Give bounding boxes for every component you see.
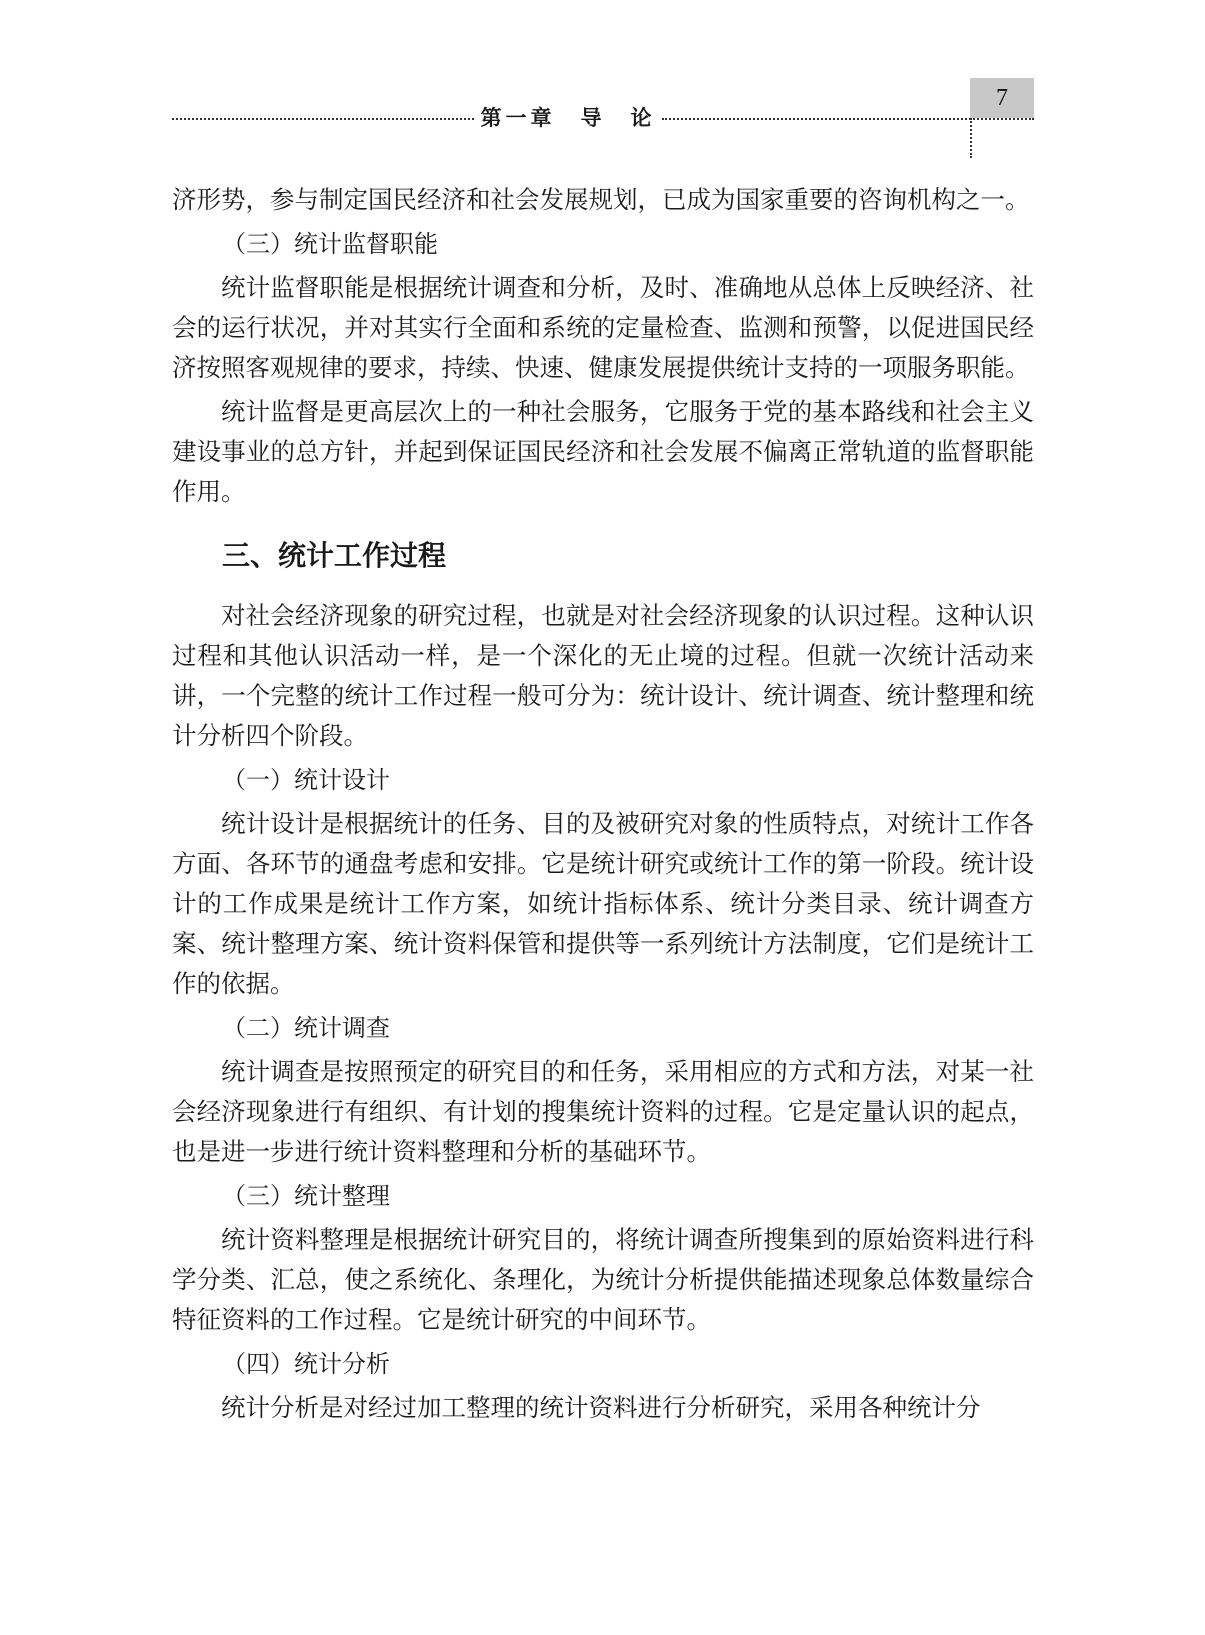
- chapter-title: 第一章 导 论: [480, 106, 656, 130]
- paragraph-supervision-definition: 统计监督职能是根据统计调查和分析，及时、准确地从总体上反映经济、社会的运行状况，并对其实行全面和系统的定量检查、监测和预警，以促进国民经济按照客观规律的要求，持续、快速、健康发展提供统计支持的一项服务职能。: [172, 273, 1034, 382]
- section-heading-work-process: 三、统计工作过程: [222, 539, 447, 572]
- subheading-statistical-survey: （二）统计调查: [222, 1014, 390, 1042]
- page-number: 7: [970, 78, 1034, 118]
- paragraph-statistical-design: 统计设计是根据统计的任务、目的及被研究对象的性质特点，对统计工作各方面、各环节的通盘考虑和安排。它是统计研究或统计工作的第一阶段。统计设计的工作成果是统计工作方案，如统计指标体系、统计分类目录、统计调查方案、统计整理方案、统计资料保管和提供等一系列统计方法制度，它们是统计工作的依据。: [172, 809, 1034, 998]
- subheading-statistical-design: （一）统计设计: [222, 766, 390, 794]
- subheading-statistical-supervision: （三）统计监督职能: [222, 230, 438, 258]
- page-body: [172, 180, 1034, 1432]
- header-rule-right: [662, 118, 1034, 120]
- subheading-statistical-analysis: （四）统计分析: [222, 1350, 390, 1378]
- header-rule-left: [172, 118, 474, 120]
- paragraph-work-process-intro: 对社会经济现象的研究过程，也就是对社会经济现象的认识过程。这种认识过程和其他认识活动一样，是一个深化的无止境的过程。但就一次统计活动来讲，一个完整的统计工作过程一般可分为：统计设计、统计调查、统计整理和统计分析四个阶段。: [172, 601, 1034, 750]
- paragraph-statistical-analysis: 统计分析是对经过加工整理的统计资料进行分析研究，采用各种统计分: [221, 1393, 981, 1422]
- subheading-statistical-arrangement: （三）统计整理: [222, 1182, 390, 1210]
- paragraph-statistical-arrangement: 统计资料整理是根据统计研究目的，将统计调查所搜集到的原始资料进行科学分类、汇总，使之系统化、条理化，为统计分析提供能描述现象总体数量综合特征资料的工作过程。它是统计研究的中间环节。: [172, 1225, 1034, 1334]
- paragraph-supervision-role: 统计监督是更高层次上的一种社会服务，它服务于党的基本路线和社会主义建设事业的总方针，并起到保证国民经济和社会发展不偏离正常轨道的监督职能作用。: [172, 397, 1034, 506]
- paragraph-statistical-survey: 统计调查是按照预定的研究目的和任务，采用相应的方式和方法，对某一社会经济现象进行有组织、有计划的搜集统计资料的过程。它是定量认识的起点，也是进一步进行统计资料整理和分析的基础环节。: [172, 1057, 1034, 1166]
- paragraph-continued: 济形势，参与制定国民经济和社会发展规划，已成为国家重要的咨询机构之一。: [172, 185, 1030, 214]
- page-number-marker-line: [970, 118, 972, 158]
